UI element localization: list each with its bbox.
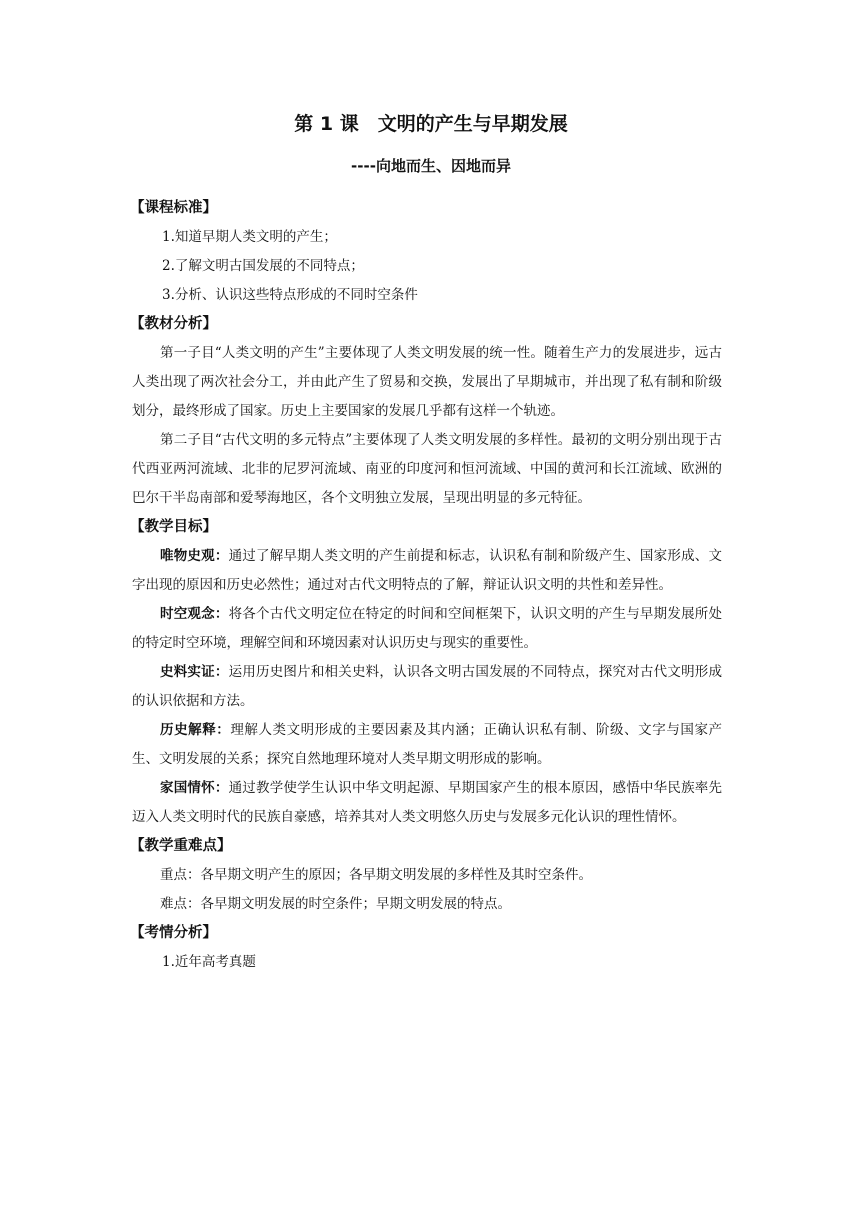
section-heading: 【教学目标】 <box>130 519 217 535</box>
paragraph <box>132 861 722 890</box>
paragraph-label: 唯物史观： <box>160 548 229 564</box>
section <box>132 513 722 832</box>
section <box>132 310 722 513</box>
paragraph <box>132 426 722 513</box>
paragraph <box>132 600 722 658</box>
list-item: 3.分析、认识这些特点形成的不同时空条件 <box>162 287 418 303</box>
paragraph-label: 时空观念： <box>160 606 229 622</box>
paragraph <box>132 339 722 426</box>
lesson-title: 第 1 课 文明的产生与早期发展 <box>294 113 568 135</box>
paragraph-text: 运用历史图片和相关史料，认识各文明古国发展的不同特点，探究对古代文明形成的认识依据和方法。 <box>132 664 722 709</box>
paragraph-text: 第二子目“古代文明的多元特点”主要体现了人类文明发展的多样性。最初的文明分别出现于古代西亚两河流域、北非的尼罗河流域、南亚的印度河和恒河流域、中国的黄河和长江流域、欧洲的巴尔干半岛南部和爱琴海地区，各个文明独立发展，呈现出明显的多元特征。 <box>132 432 722 506</box>
section-heading: 【教学重难点】 <box>130 838 232 854</box>
paragraph-text: 第一子目“人类文明的产生”主要体现了人类文明发展的统一性。随着生产力的发展进步，远古人类出现了两次社会分工，并由此产生了贸易和交换，发展出了早期城市，并出现了私有制和阶级划分，最终形成了国家。历史上主要国家的发展几乎都有这样一个轨迹。 <box>132 345 722 419</box>
paragraph <box>132 716 722 774</box>
section-heading: 【教材分析】 <box>130 316 217 332</box>
paragraph-label: 家国情怀： <box>160 780 229 796</box>
document-body <box>132 108 722 977</box>
list-item: 1.近年高考真题 <box>162 954 256 970</box>
paragraph-text: 通过了解早期人类文明的产生前提和标志，认识私有制和阶级产生、国家形成、文字出现的原因和历史必然性；通过对古代文明特点的了解，辩证认识文明的共性和差异性。 <box>132 548 722 593</box>
section <box>132 194 722 310</box>
paragraph-label: 历史解释： <box>160 722 231 738</box>
section <box>132 919 722 977</box>
paragraph <box>132 658 722 716</box>
lesson-subtitle: ----向地而生、因地而异 <box>351 157 511 175</box>
paragraph-text: 重点：各早期文明产生的原因；各早期文明发展的多样性及其时空条件。 <box>160 867 592 883</box>
paragraph <box>132 542 722 600</box>
section-list <box>132 194 722 977</box>
paragraph-text: 难点：各早期文明发展的时空条件；早期文明发展的特点。 <box>160 896 511 912</box>
paragraph-text: 理解人类文明形成的主要因素及其内涵；正确认识私有制、阶级、文字与国家产生、文明发展的关系；探究自然地理环境对人类早期文明形成的影响。 <box>132 722 723 767</box>
section-heading: 【课程标准】 <box>130 200 217 216</box>
paragraph-text: 通过教学使学生认识中华文明起源、早期国家产生的根本原因，感悟中华民族率先迈入人类文明时代的民族自豪感，培养其对人类文明悠久历史与发展多元化认识的理性情怀。 <box>132 780 722 825</box>
paragraph-label: 史料实证： <box>160 664 229 680</box>
list-item: 2.了解文明古国发展的不同特点； <box>162 258 364 274</box>
list-item: 1.知道早期人类文明的产生； <box>162 229 337 245</box>
paragraph <box>132 890 722 919</box>
section <box>132 832 722 919</box>
section-heading: 【考情分析】 <box>130 925 217 941</box>
paragraph <box>132 774 722 832</box>
paragraph-text: 将各个古代文明定位在特定的时间和空间框架下，认识文明的产生与早期发展所处的特定时空环境，理解空间和环境因素对认识历史与现实的重要性。 <box>132 606 722 651</box>
